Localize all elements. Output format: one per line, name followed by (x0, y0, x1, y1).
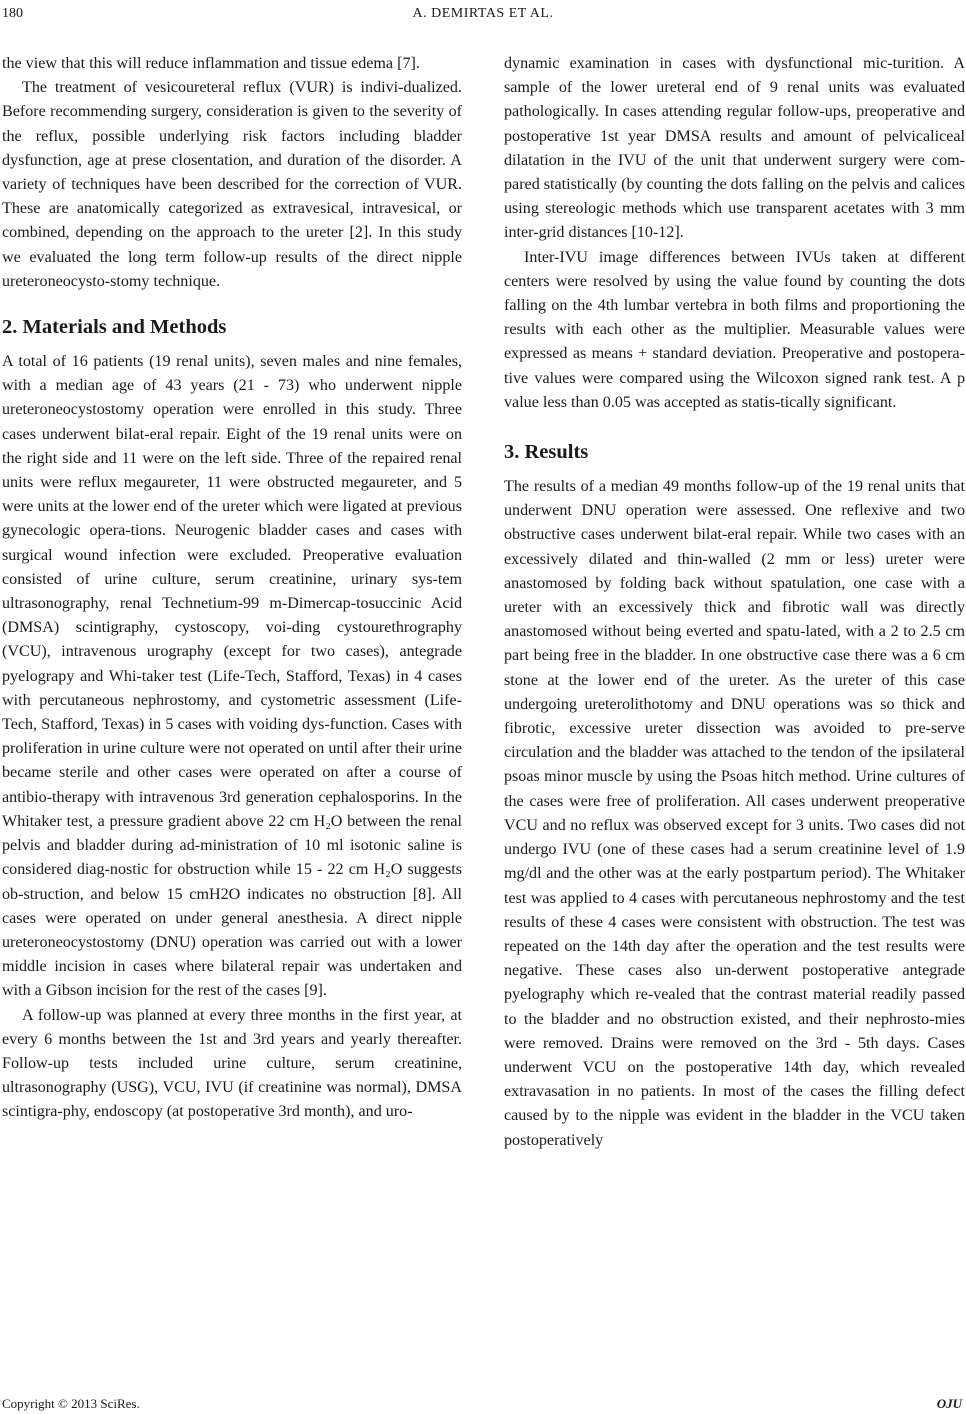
paragraph-methods-followup: A follow-up was planned at every three months in the first year, at every 6 months between the 1st and 3rd years and yearly thereafter. Follow-up tests included urine culture, serum creatinine, ultrasonography (USG), VCU, IVU (if creatinine was normal), DMSA scintigra-phy, endoscopy (at postoperative 3rd month), and uro- (2, 1006, 462, 1121)
left-column (2, 52, 462, 1125)
page-number: 180 (2, 6, 23, 21)
copyright-notice: Copyright © 2013 SciRes. (2, 1396, 140, 1411)
section-heading-results: 3. Results (504, 441, 589, 464)
paragraph-methods-followup-continued: dynamic examination in cases with dysfunctional mic-turition. A sample of the lower ureteral end of 9 renal units was evaluated pathologically. In cases attending regular follow-ups, preoperative and postoperative 1st year DMSA results and amount of pelvicaliceal dilatation in the IVU of the unit that underwent surgery were com-pared statistically (by counting the dots falling on the pelvis and calices using stereologic methods which use transparent acetates with 3 mm inter-grid distances [10-12]. (504, 55, 965, 242)
paragraph-methods-patients: A total of 16 patients (19 renal units), seven males and nine females, with a median age of 43 years (21 - 73) who underwent nipple ureteroneocystostomy operation were enrolled in this study. Three cases underwent bilat-eral repair. Eight of the 19 renal units were on the right side and 11 were on the left side. Three of the repaired renal units were reflux megaureter, 11 were obstructed megaureter, and 5 were units at the lower end of the ureter which were ligated at previous gynecologic opera-tions. Neurogenic bladder cases and cases with surgical wound infection were excluded. Preoperative evaluation consisted of urine culture, serum creatinine, urinary sys-tem ultrasonography, renal Technetium-99 m-Dimercap-tosuccinic Acid (DMSA) scintigraphy, cystoscopy, voi-ding cystourethrography (VCU), intravenous urography (except for two cases), antegrade pyelograpy and Whi-taker test (Life-Tech, Stafford, Texas) in 4 cases with percutaneous nephrostomy, and cystometric assessment (Life-Tech, Stafford, Texas) in 5 cases with voiding dys-function. Cases with proliferation in urine culture were not operated on until after their urine became sterile and other cases were operated on after a course of antibio-therapy with intravenous 3rd generation cephalosporins. In the Whitaker test, a pressure gradient above 22 cm H₂O between the renal pelvis and bladder during ad-ministration of 10 ml isotonic saline is considered diag-nostic for obstruction while 15 - 22 cm H₂O suggests ob-struction, and below 15 cmH2O indicates no obstruction [8]. All cases were operated on under general anesthesia. A direct nipple ureteroneocystostomy (DNU) operation was carried out with a lower middle incision in cases where bilateral repair was undertaken and with a Gibson incision for the rest of the cases [9]. (2, 353, 462, 1000)
journal-abbreviation: OJU (936, 1396, 962, 1411)
page-header (0, 6, 966, 28)
right-column (504, 52, 965, 1153)
section-heading-methods: 2. Materials and Methods (2, 316, 227, 339)
paragraph-methods-statistics: Inter-IVU image differences between IVUs taken at different centers were resolved by using the value found by counting the dots falling on the 4th lumbar vertebra in both films and proportioning the results with each other as the multiplier. Measurable values were expressed as means + standard deviation. Preoperative and postopera-tive values were compared using the Wilcoxon signed rank test. A p value less than 0.05 was accepted as statis-tically significant. (504, 248, 965, 411)
running-head: A. DEMIRTAS ET AL. (412, 6, 554, 21)
paragraph-vur-treatment: The treatment of vesicoureteral reflux (VUR) is indivi-dualized. Before recommending surgery, consideration is given to the severity of the reflux, possible underlying risk factors including bladder dysfunction, age at prese closentation, and duration of the disorder. A variety of techniques have been described for the correction of VUR. These are anatomically categorized as extravesical, intravesical, or combined, depending on the approach to the ureter [2]. In this study we evaluated the long term follow-up results of the direct nipple ureteroneocysto-stomy technique. (2, 79, 462, 290)
paragraph-results: The results of a median 49 months follow-up of the 19 renal units that underwent DNU operation were assessed. One reflexive and two obstructive cases underwent bilat-eral repair. While two cases with an excessively dilated and thin-walled (2 mm or less) ureter were anastomosed by folding back without spatulation, one case with a ureter with an excessively thick and fibrotic wall was directly anastomosed without being everted and spatu-lated, with a 2 to 2.5 cm part being free in the bladder. In one obstructive case there was a 6 cm stone at the lower end of the ureter. As the ureter of this case undergoing ureterolithotomy and DNU operations was so thick and fibrotic, excessive ureter dissection was avoided to pre-serve circulation and the bladder was attached to the tendon of the ipsilateral psoas minor muscle by using the Psoas hitch method. Urine cultures of the cases were free of proliferation. All cases underwent preoperative VCU and no reflux was observed except for 3 units. Two cases did not undergo IVU (one of these cases had a serum creatinine level of 1.9 mg/dl and the other was at the early postpartum period). The Whitaker test was applied to 4 cases with percutaneous nephrostomy and the test results of these 4 cases were consistent with obstruction. The test was repeated on the 14th day after the operation and the test results were negative. These cases also un-derwent postoperative antegrade pyelography which re-vealed that the contrast material readily passed to the bladder and no obstruction existed, and their nephrosto-mies were removed. Drains were removed on the 3rd - 5th days. Cases underwent VCU on the postoperative 14th day, which revealed extravasation in no patients. In most of the cases the filling defect caused by to the nipple was evident in the bladder in the VCU taken postoperatively (504, 478, 965, 1149)
paragraph-intro-end: the view that this will reduce inflammation and tissue edema [7]. (2, 55, 420, 72)
